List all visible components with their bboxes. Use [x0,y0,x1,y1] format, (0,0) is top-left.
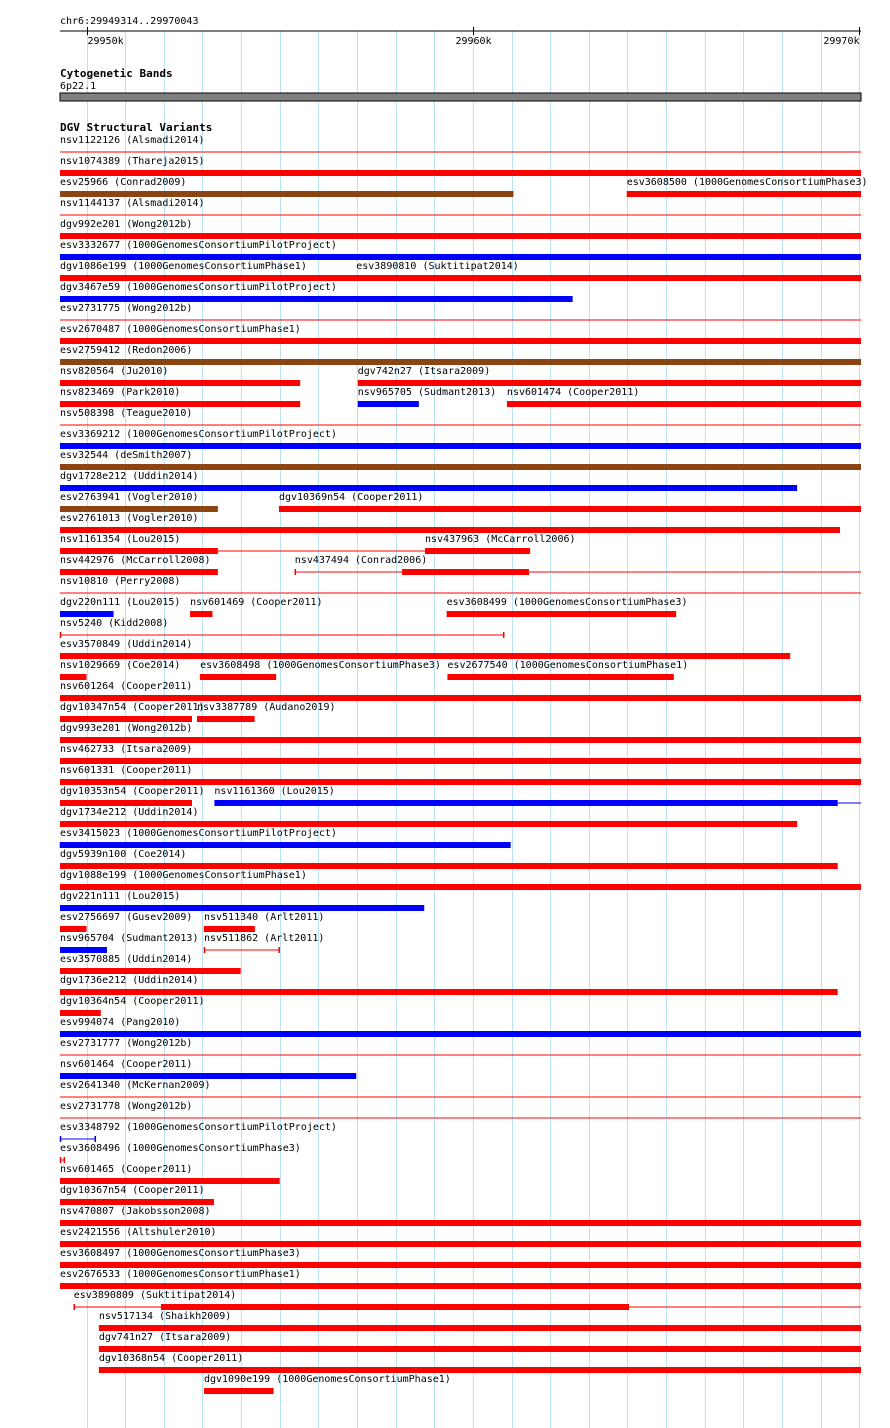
sv-row [60,660,688,680]
sv-row [60,303,861,320]
sv-label: nsv3387789 (Audano2019) [197,702,336,713]
sv-label: nsv1161360 (Lou2015) [214,786,335,797]
sv-bar[interactable] [60,548,218,554]
sv-row [60,849,838,869]
sv-feature-esv25966[interactable] [60,177,513,197]
sv-bar[interactable] [60,254,861,260]
cytoband-track [60,67,861,101]
sv-label: nsv965705 (Sudmant2013) [357,387,497,398]
sv-feature-nsv437494-bar[interactable] [403,569,529,575]
sv-feature-esv32544[interactable] [60,450,861,470]
sv-row [60,450,861,470]
sv-label: dgv5939n100 (Coe2014) [60,849,187,860]
sv-label: esv2731775 (Wong2012b) [60,303,193,314]
sv-row [60,513,840,533]
sv-feature-esv2761013[interactable] [60,513,840,533]
sv-feature-dgv221n111[interactable] [60,891,424,911]
sv-row [60,429,861,449]
sv-label: nsv508398 (Teague2010) [60,408,193,419]
sv-feature-esv3608500[interactable] [627,177,868,197]
sv-row [60,870,861,890]
sv-feature-esv2763941[interactable] [60,492,218,512]
sv-bar[interactable] [60,401,300,407]
sv-bar[interactable] [279,506,861,512]
sv-bar[interactable] [60,1241,861,1247]
sv-label: dgv10369n54 (Cooper2011) [278,492,424,503]
sv-row [60,765,861,785]
sv-bar[interactable] [60,443,861,449]
sv-bar[interactable] [358,380,861,386]
sv-row [60,1101,861,1118]
sv-label: esv2670487 (1000GenomesConsortiumPhase1) [60,324,301,335]
sv-label: esv2731777 (Wong2012b) [60,1038,193,1049]
sv-label: nsv601474 (Cooper2011) [506,387,640,398]
sv-row [60,681,861,701]
sv-bar[interactable] [99,1325,861,1331]
sv-label: esv3608500 (1000GenomesConsortiumPhase3) [626,177,868,188]
sv-row [60,702,336,722]
sv-label: esv3608497 (1000GenomesConsortiumPhase3) [60,1248,301,1259]
sv-bar[interactable] [60,1031,861,1037]
sv-feature-nsv511340[interactable] [204,912,324,932]
sv-label: dgv10368n54 (Cooper2011) [98,1353,244,1364]
sv-bar[interactable] [190,611,212,617]
sv-bar[interactable] [60,569,218,575]
sv-label: dgv1088e199 (1000GenomesConsortiumPhase1) [60,870,307,881]
cytoband-label: 6p22.1 [60,81,97,92]
sv-label: nsv1074389 (Thareja2015) [60,156,205,167]
ruler-tick-label: 29960k [455,36,492,47]
sv-row [60,282,573,302]
sv-feature-esv2677540[interactable] [447,660,688,680]
sv-row [60,408,861,425]
cytoband-bar[interactable] [60,93,861,101]
sv-bar[interactable] [60,884,861,890]
sv-feature-nsv1074389[interactable] [60,156,861,176]
sv-bar[interactable] [204,1388,274,1394]
sv-label: nsv511340 (Arlt2011) [203,912,325,923]
sv-feature-dgv742n27[interactable] [358,366,861,386]
sv-row [60,807,797,827]
sv-label: dgv3467e59 (1000GenomesConsortiumPilotProject) [60,282,337,293]
sv-bar[interactable] [60,296,573,302]
sv-feature-nsv508398[interactable] [60,408,861,425]
sv-row [60,786,861,806]
sv-bar[interactable] [60,821,797,827]
sv-feature-nsv823469[interactable] [60,387,300,407]
sv-label: dgv1090e199 (1000GenomesConsortiumPhase1) [203,1374,451,1385]
sv-feature-nsv10810[interactable] [60,576,861,593]
sv-feature-dgv993e201[interactable] [60,723,861,743]
sv-row [60,1269,861,1289]
sv-feature-esv2759412[interactable] [60,345,861,365]
sv-row [60,345,861,365]
sv-bar[interactable] [60,506,218,512]
sv-label: nsv965704 (Sudmant2013) [60,933,199,944]
sv-bar[interactable] [60,905,424,911]
sv-feature-nsv601465[interactable] [60,1164,280,1184]
sv-row [60,219,861,239]
sv-feature-esv3608496[interactable] [60,1143,301,1163]
sv-label: dgv742n27 (Itsara2009) [357,366,491,377]
sv-feature-dgv10369n54[interactable] [279,492,861,512]
sv-feature-dgv3467e59[interactable] [60,282,573,302]
sv-row [60,639,790,659]
sv-bar[interactable] [60,947,107,953]
sv-row [60,1017,861,1037]
sv-feature-dgv1088e199[interactable] [60,870,861,890]
sv-feature-nsv820564[interactable] [60,366,300,386]
sv-feature-dgv5939n100[interactable] [60,849,838,869]
sv-row [60,723,861,743]
sv-feature-dgv992e201[interactable] [60,219,861,239]
sv-label: esv3570885 (Uddin2014) [60,954,193,965]
sv-bar[interactable] [60,1199,214,1205]
sv-bar[interactable] [60,359,861,365]
sv-bar[interactable] [507,401,861,407]
sv-bar[interactable] [60,1010,101,1016]
sv-feature-dgv1734e212[interactable] [60,807,797,827]
sv-label: esv2677540 (1000GenomesConsortiumPhase1) [447,660,689,671]
sv-bar[interactable] [197,716,255,722]
sv-bar[interactable] [60,926,87,932]
sv-label: dgv10353n54 (Cooper2011) [60,786,205,797]
sv-label: dgv1086e199 (1000GenomesConsortiumPhase1) [60,261,307,272]
sv-row [99,1353,861,1373]
sv-row [60,156,861,176]
sv-bar[interactable] [99,1346,861,1352]
sv-bar[interactable] [214,800,837,806]
sv-label: nsv517134 (Shaikh2009) [98,1311,232,1322]
sv-bar[interactable] [447,611,677,617]
sv-feature-nsv1161360[interactable] [214,786,837,806]
sv-feature-nsv3387789[interactable] [197,702,335,722]
sv-row [99,1332,861,1352]
sv-label: dgv10364n54 (Cooper2011) [60,996,205,1007]
sv-row [60,1038,861,1055]
sv-bar[interactable] [447,674,673,680]
sv-label: dgv10367n54 (Cooper2011) [60,1185,205,1196]
sv-row [204,1374,451,1394]
sv-bar[interactable] [60,779,861,785]
sv-row [60,1122,337,1142]
sv-bar[interactable] [60,653,790,659]
sv-label: nsv601264 (Cooper2011) [60,681,193,692]
sv-rows [60,135,868,1394]
sv-feature-dgv10353n54[interactable] [60,786,205,806]
sv-feature-nsv1122126[interactable] [60,135,861,152]
sv-bar[interactable] [60,380,300,386]
sv-bar[interactable] [60,800,192,806]
sv-label: nsv1029669 (Coe2014) [60,660,181,671]
sv-row [60,324,861,344]
sv-bar[interactable] [60,170,861,176]
sv-bar[interactable] [60,464,861,470]
sv-label: esv2763941 (Vogler2010) [60,492,199,503]
sv-feature-esv2731775[interactable] [60,303,861,320]
sv-feature-esv3369212[interactable] [60,429,861,449]
cytoband-track-title: Cytogenetic Bands [60,67,173,80]
sv-label: esv2761013 (Vogler2010) [60,513,199,524]
sv-feature-nsv965704[interactable] [60,933,198,953]
sv-row [60,492,861,512]
sv-label: nsv823469 (Park2010) [60,387,181,398]
sv-bar[interactable] [60,737,861,743]
sv-bar[interactable] [627,191,861,197]
sv-label: esv3570849 (Uddin2014) [60,639,193,650]
sv-bar[interactable] [60,1283,861,1289]
sv-label: esv2676533 (1000GenomesConsortiumPhase1) [60,1269,301,1280]
sv-feature-nsv601469[interactable] [190,597,322,617]
sv-bar[interactable] [60,968,241,974]
sv-bar[interactable] [99,1367,861,1373]
sv-label: esv3608496 (1000GenomesConsortiumPhase3) [60,1143,301,1154]
sv-label: nsv1122126 (Alsmadi2014) [60,135,205,146]
sv-feature-nsv442976[interactable] [60,555,218,575]
sv-feature-nsv462733[interactable] [60,744,861,764]
sv-label: esv3348792 (1000GenomesConsortiumPilotProject) [60,1122,337,1133]
sv-row [60,1080,861,1097]
sv-row [60,555,861,575]
sv-feature-dgv10347n54[interactable] [60,702,205,722]
sv-feature-dgv10368n54[interactable] [99,1353,861,1373]
sv-bar[interactable] [60,674,87,680]
sv-label: nsv5240 (Kidd2008) [60,618,169,629]
sv-feature-dgv1090e199[interactable] [204,1374,451,1394]
sv-row [99,1311,861,1331]
sv-label: dgv221n111 (Lou2015) [60,891,181,902]
sv-row [60,177,868,197]
sv-feature-nsv601331[interactable] [60,765,861,785]
sv-label: dgv220n111 (Lou2015) [60,597,181,608]
sv-row [60,933,324,953]
sv-feature-dgv1736e212[interactable] [60,975,838,995]
sv-label: esv2641340 (McKernan2009) [60,1080,211,1091]
sv-label: esv2731778 (Wong2012b) [60,1101,193,1112]
sv-row [60,1164,280,1184]
ruler-tick-label: 29970k [823,36,860,47]
sv-row [60,366,861,386]
sv-bar[interactable] [204,926,255,932]
sv-label: dgv1734e212 (Uddin2014) [60,807,199,818]
sv-label: esv3415023 (1000GenomesConsortiumPilotProject) [60,828,337,839]
sv-bar[interactable] [60,758,861,764]
sv-feature-nsv470807[interactable] [60,1206,861,1226]
sv-label: esv2756697 (Gusev2009) [60,912,193,923]
sv-feature-nsv511862[interactable] [204,933,324,953]
sv-feature-nsv517134[interactable] [99,1311,861,1331]
sv-label: nsv1161354 (Lou2015) [60,534,181,545]
ruler-tick-label: 29950k [87,36,124,47]
sv-row [60,387,861,407]
sv-bar[interactable] [60,989,838,995]
sv-row [60,597,687,617]
sv-feature-esv3608498[interactable] [200,660,441,680]
sv-bar[interactable] [425,548,530,554]
sv-row [60,198,861,215]
sv-feature-esv2731777[interactable] [60,1038,861,1055]
sv-feature-nsv1144137[interactable] [60,198,861,215]
sv-bar[interactable] [60,338,861,344]
sv-bar[interactable] [60,1220,861,1226]
sv-feature-esv2421556[interactable] [60,1227,861,1247]
sv-label: nsv601469 (Cooper2011) [190,597,323,608]
sv-bar[interactable] [200,674,276,680]
sv-feature-nsv601474[interactable] [507,387,861,407]
sv-row [60,618,504,638]
sv-feature-esv3608497[interactable] [60,1248,861,1268]
sv-feature-esv3890809-bar[interactable] [162,1304,629,1310]
sv-bar[interactable] [60,842,510,848]
sv-label: nsv601331 (Cooper2011) [60,765,193,776]
sv-bar[interactable] [60,1178,280,1184]
sv-feature-nsv601464[interactable] [60,1059,356,1079]
sv-label: nsv1144137 (Alsmadi2014) [60,198,205,209]
sv-feature-dgv741n27[interactable] [99,1332,861,1352]
sv-bar[interactable] [60,527,840,533]
sv-row [60,1206,861,1226]
sv-label: nsv437963 (McCarroll2006) [425,534,576,545]
sv-feature-esv3332677[interactable] [60,240,861,260]
sv-row [60,135,861,152]
sv-bar[interactable] [60,863,838,869]
sv-row [60,1227,861,1247]
sv-label: nsv601464 (Cooper2011) [60,1059,193,1070]
region-label: chr6:29949314..29970043 [60,16,199,27]
sv-bar[interactable] [60,716,192,722]
sv-feature-esv994074[interactable] [60,1017,861,1037]
sv-row [60,975,838,995]
sv-label: nsv470807 (Jakobsson2008) [60,1206,211,1217]
ruler [60,16,861,47]
sv-bar[interactable] [358,401,419,407]
sv-feature-esv3415023[interactable] [60,828,510,848]
sv-feature-esv3348792[interactable] [60,1122,337,1142]
sv-row [60,534,576,554]
sv-label: nsv10810 (Perry2008) [60,576,181,587]
sv-feature-esv2641340[interactable] [60,1080,861,1097]
sv-bar[interactable] [60,611,114,617]
sv-bar[interactable] [162,1304,629,1310]
sv-row [60,1248,861,1268]
sv-bar[interactable] [403,569,529,575]
sv-row [60,261,861,281]
sv-row [60,828,510,848]
sv-label: esv25966 (Conrad2009) [60,177,187,188]
sv-label: esv3332677 (1000GenomesConsortiumPilotProject) [60,240,337,251]
sv-feature-nsv1029669[interactable] [60,660,180,680]
sv-row [60,891,424,911]
sv-feature-esv2731778[interactable] [60,1101,861,1118]
sv-row [74,1290,861,1310]
sv-row [60,1185,214,1205]
sv-feature-esv2670487[interactable] [60,324,861,344]
sv-row [60,954,241,974]
sv-row [60,912,324,932]
sv-feature-dgv10364n54[interactable] [60,996,205,1016]
sv-label: nsv601465 (Cooper2011) [60,1164,193,1175]
sv-label: esv994074 (Pang2010) [60,1017,181,1028]
sv-feature-nsv1161354[interactable] [60,534,218,554]
sv-label: nsv442976 (McCarroll2008) [60,555,211,566]
sv-bar[interactable] [60,695,861,701]
sv-track-title: DGV Structural Variants [60,121,213,134]
sv-label: dgv1728e212 (Uddin2014) [60,471,199,482]
sv-feature-nsv5240[interactable] [60,618,504,638]
sv-feature-dgv1728e212[interactable] [60,471,797,491]
sv-row [60,1143,301,1163]
sv-label: esv32544 (deSmith2007) [60,450,193,461]
sv-bar[interactable] [60,485,797,491]
sv-feature-esv3570885[interactable] [60,954,241,974]
sv-label: dgv993e201 (Wong2012b) [60,723,193,734]
sv-label: esv3890809 (Suktitipat2014) [73,1290,237,1301]
sv-label: esv3608498 (1000GenomesConsortiumPhase3) [200,660,441,671]
sv-bar[interactable] [60,1073,356,1079]
sv-feature-esv2676533[interactable] [60,1269,861,1289]
sv-row [60,1059,356,1079]
dgv-structural-variants-track [60,121,868,1394]
sv-feature-nsv437963[interactable] [425,534,576,554]
sv-row [60,744,861,764]
sv-label: nsv437494 (Conrad2006) [294,555,428,566]
sv-feature-esv2756697[interactable] [60,912,192,932]
sv-feature-esv3570849[interactable] [60,639,790,659]
sv-row [60,471,797,491]
sv-label: nsv511862 (Arlt2011) [203,933,325,944]
sv-label: esv2759412 (Redon2006) [60,345,193,356]
sv-label: dgv992e201 (Wong2012b) [60,219,193,230]
sv-feature-nsv601264[interactable] [60,681,861,701]
sv-row [60,996,205,1016]
sv-label: nsv462733 (Itsara2009) [60,744,193,755]
sv-feature-dgv10367n54[interactable] [60,1185,214,1205]
sv-bar[interactable] [60,191,513,197]
sv-feature-esv3608499[interactable] [447,597,688,617]
sv-label: nsv820564 (Ju2010) [60,366,169,377]
sv-label: esv3890810 (Suktitipat2014) [356,261,519,272]
sv-label: esv3369212 (1000GenomesConsortiumPilotProject) [60,429,337,440]
sv-feature-nsv965705[interactable] [358,387,496,407]
sv-label: dgv741n27 (Itsara2009) [98,1332,232,1343]
sv-bar[interactable] [60,233,861,239]
sv-label: dgv1736e212 (Uddin2014) [60,975,199,986]
sv-feature-dgv220n111[interactable] [60,597,180,617]
sv-label: esv3608499 (1000GenomesConsortiumPhase3) [446,597,688,608]
sv-bar[interactable] [60,1262,861,1268]
sv-row [60,240,861,260]
sv-label: esv2421556 (Altshuler2010) [60,1227,217,1238]
sv-row [60,576,861,593]
sv-label: dgv10347n54 (Cooper2011) [60,702,205,713]
